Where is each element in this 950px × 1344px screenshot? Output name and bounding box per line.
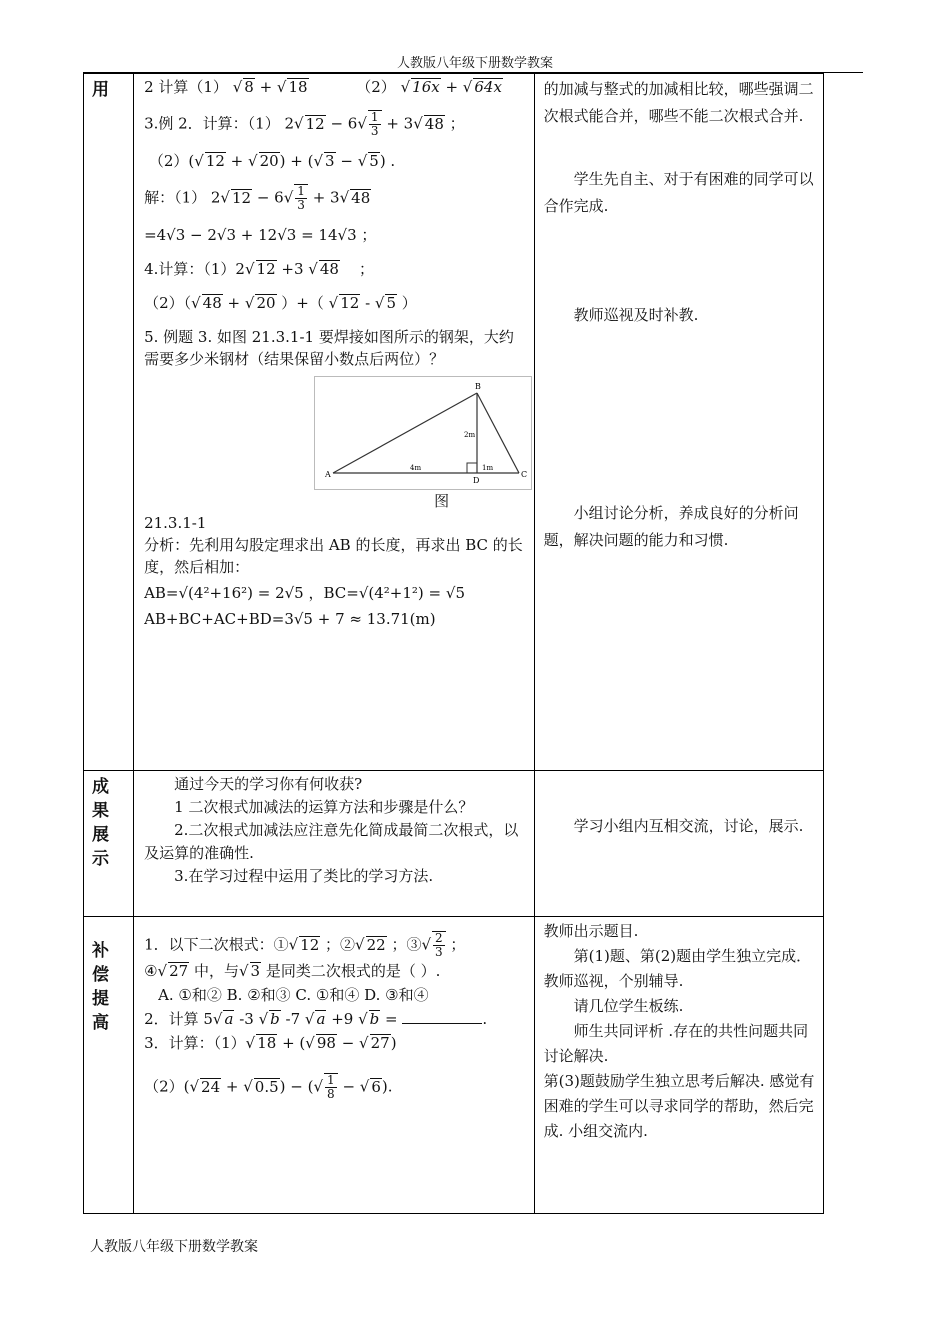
label-ad: 4m xyxy=(410,464,422,472)
row-label-cell xyxy=(84,771,134,917)
content-cell xyxy=(134,917,535,1214)
exercise-3-part2: （2）(√ 24 + √ 0.5) − (√ $\frac{1}{8}$ − √ 6). xyxy=(144,1073,393,1101)
note-r3-5: 第(3)题鼓励学生独立思考后解决. 感觉有困难的学生可以寻求同学的帮助，然后完成. 小组交流内. xyxy=(543,1072,815,1140)
note-r3-3: 请几位学生板练. xyxy=(573,997,684,1015)
figure-id: 21.3.1-1 xyxy=(144,514,207,532)
lesson-table xyxy=(83,73,824,1214)
row-label: 用 xyxy=(92,80,109,100)
notes-cell xyxy=(534,917,823,1214)
row-label: 成 果 展 示 xyxy=(92,777,109,869)
label-a: A xyxy=(325,470,331,479)
triangle-figure xyxy=(314,376,532,490)
note-4: 小组讨论分析，养成良好的分析问题，解决问题的能力和习惯. xyxy=(543,504,799,549)
solution-result: =4√3 − 2√3 + 12√3 = 14√3 ； xyxy=(144,226,377,244)
example-2-part2: （2）(√ 12 + √ 20) + (√ 3 − √ 5) . xyxy=(148,152,396,170)
exercise-2: 2．计算 5√ a -3 √ b -7 √ a +9 √ b = . xyxy=(144,1010,488,1028)
total-line: AB+BC+AC+BD=3√5 + 7 ≈ 13.71(m) xyxy=(144,610,436,628)
note-summary: 学习小组内互相交流，讨论，展示. xyxy=(573,817,804,835)
note-r3-1: 教师出示题目. xyxy=(543,922,639,940)
label-d: D xyxy=(473,476,480,485)
note-2: 学生先自主、对于有困难的同学可以合作完成. xyxy=(543,170,814,215)
solution-line: 解：（1） 2√ 12 − 6√ $\frac{1}{3}$ + 3√ 48 xyxy=(144,184,371,212)
summary-3: 3.在学习过程中运用了类比的学习方法. xyxy=(174,867,434,885)
summary-2: 2.二次根式加减法应注意先化简成最简二次根式，以及运算的准确性. xyxy=(144,821,519,862)
answer-blank[interactable] xyxy=(402,1009,482,1024)
table-row xyxy=(84,74,824,771)
table-row xyxy=(84,771,824,917)
notes-cell xyxy=(534,74,823,771)
label-dc: 1m xyxy=(482,464,494,472)
note-1: 的加减与整式的加减相比较，哪些强调二次根式能合并，哪些不能二次根式合并. xyxy=(543,80,814,125)
note-r3-4: 师生共同评析 .存在的共性问题共同讨论解决. xyxy=(543,1022,809,1065)
example-3: 5. 例题 3. 如图 21.3.1-1 要焊接如图所示的钢架，大约需要多少米钢材（结果保留小数点后两位）？ xyxy=(144,328,514,368)
analysis-text: 分析：先利用勾股定理求出 AB 的长度，再求出 BC 的长度，然后相加： xyxy=(144,536,523,576)
exercise-1: 1．以下二次根式：①√ 12 ；②√ 22 ；③√ $\frac{2}{3}$ ； xyxy=(144,931,466,959)
content-cell xyxy=(134,74,535,771)
label-bd: 2m xyxy=(464,431,476,439)
summary-q: 通过今天的学习你有何收获? xyxy=(174,775,363,793)
triangle-diagram xyxy=(315,377,531,489)
question-4: 4.计算：（1）2√ 12 +3 √ 48 ； xyxy=(144,260,375,278)
label-b: B xyxy=(475,382,481,391)
note-r3-2: 第(1)题、第(2)题由学生独立完成．教师巡视，个别辅导. xyxy=(543,947,812,990)
note-3: 教师巡视及时补教. xyxy=(573,306,699,324)
row-label: 补 偿 提 高 xyxy=(92,941,109,1033)
exercise-1-options: A. ①和② B. ②和③ C. ①和④ D. ③和④ xyxy=(158,986,429,1004)
content-cell xyxy=(134,771,535,917)
exercise-1-b: ④√ 27 中，与√ 3 是同类二次根式的是（ ）. xyxy=(144,962,441,980)
question-2: 2 计算（1） √ 8 + √ 18 （2） √ 16x + √ 64x xyxy=(144,78,502,96)
ab-bc-line: AB=√(4²+16²) = 2√5 ，BC=√(4²+1²) = √5 xyxy=(144,584,465,602)
summary-1: 1 二次根式加减法的运算方法和步骤是什么？ xyxy=(174,798,474,816)
label-c: C xyxy=(521,470,528,479)
page-footer: 人教版八年级下册数学教案 xyxy=(90,1239,258,1255)
row-label-cell xyxy=(84,74,134,771)
example-2: 3.例 2．计算：（1） 2√ 12 − 6√ $\frac{1}{3}$ + 3√ 48 ； xyxy=(144,110,465,138)
question-4-part2: （2）（√ 48 + √ 20 ）+（ √ 12 - √ 5 ） xyxy=(144,294,417,312)
exercise-3: 3．计算：（1）√ 18 + (√ 98 − √ 27) xyxy=(144,1034,397,1052)
table-row xyxy=(84,917,824,1214)
notes-cell xyxy=(534,771,823,917)
page-header: 人教版八年级下册数学教案 xyxy=(396,56,553,71)
row-label-cell xyxy=(84,917,134,1214)
figure-caption: 图 xyxy=(434,492,450,510)
